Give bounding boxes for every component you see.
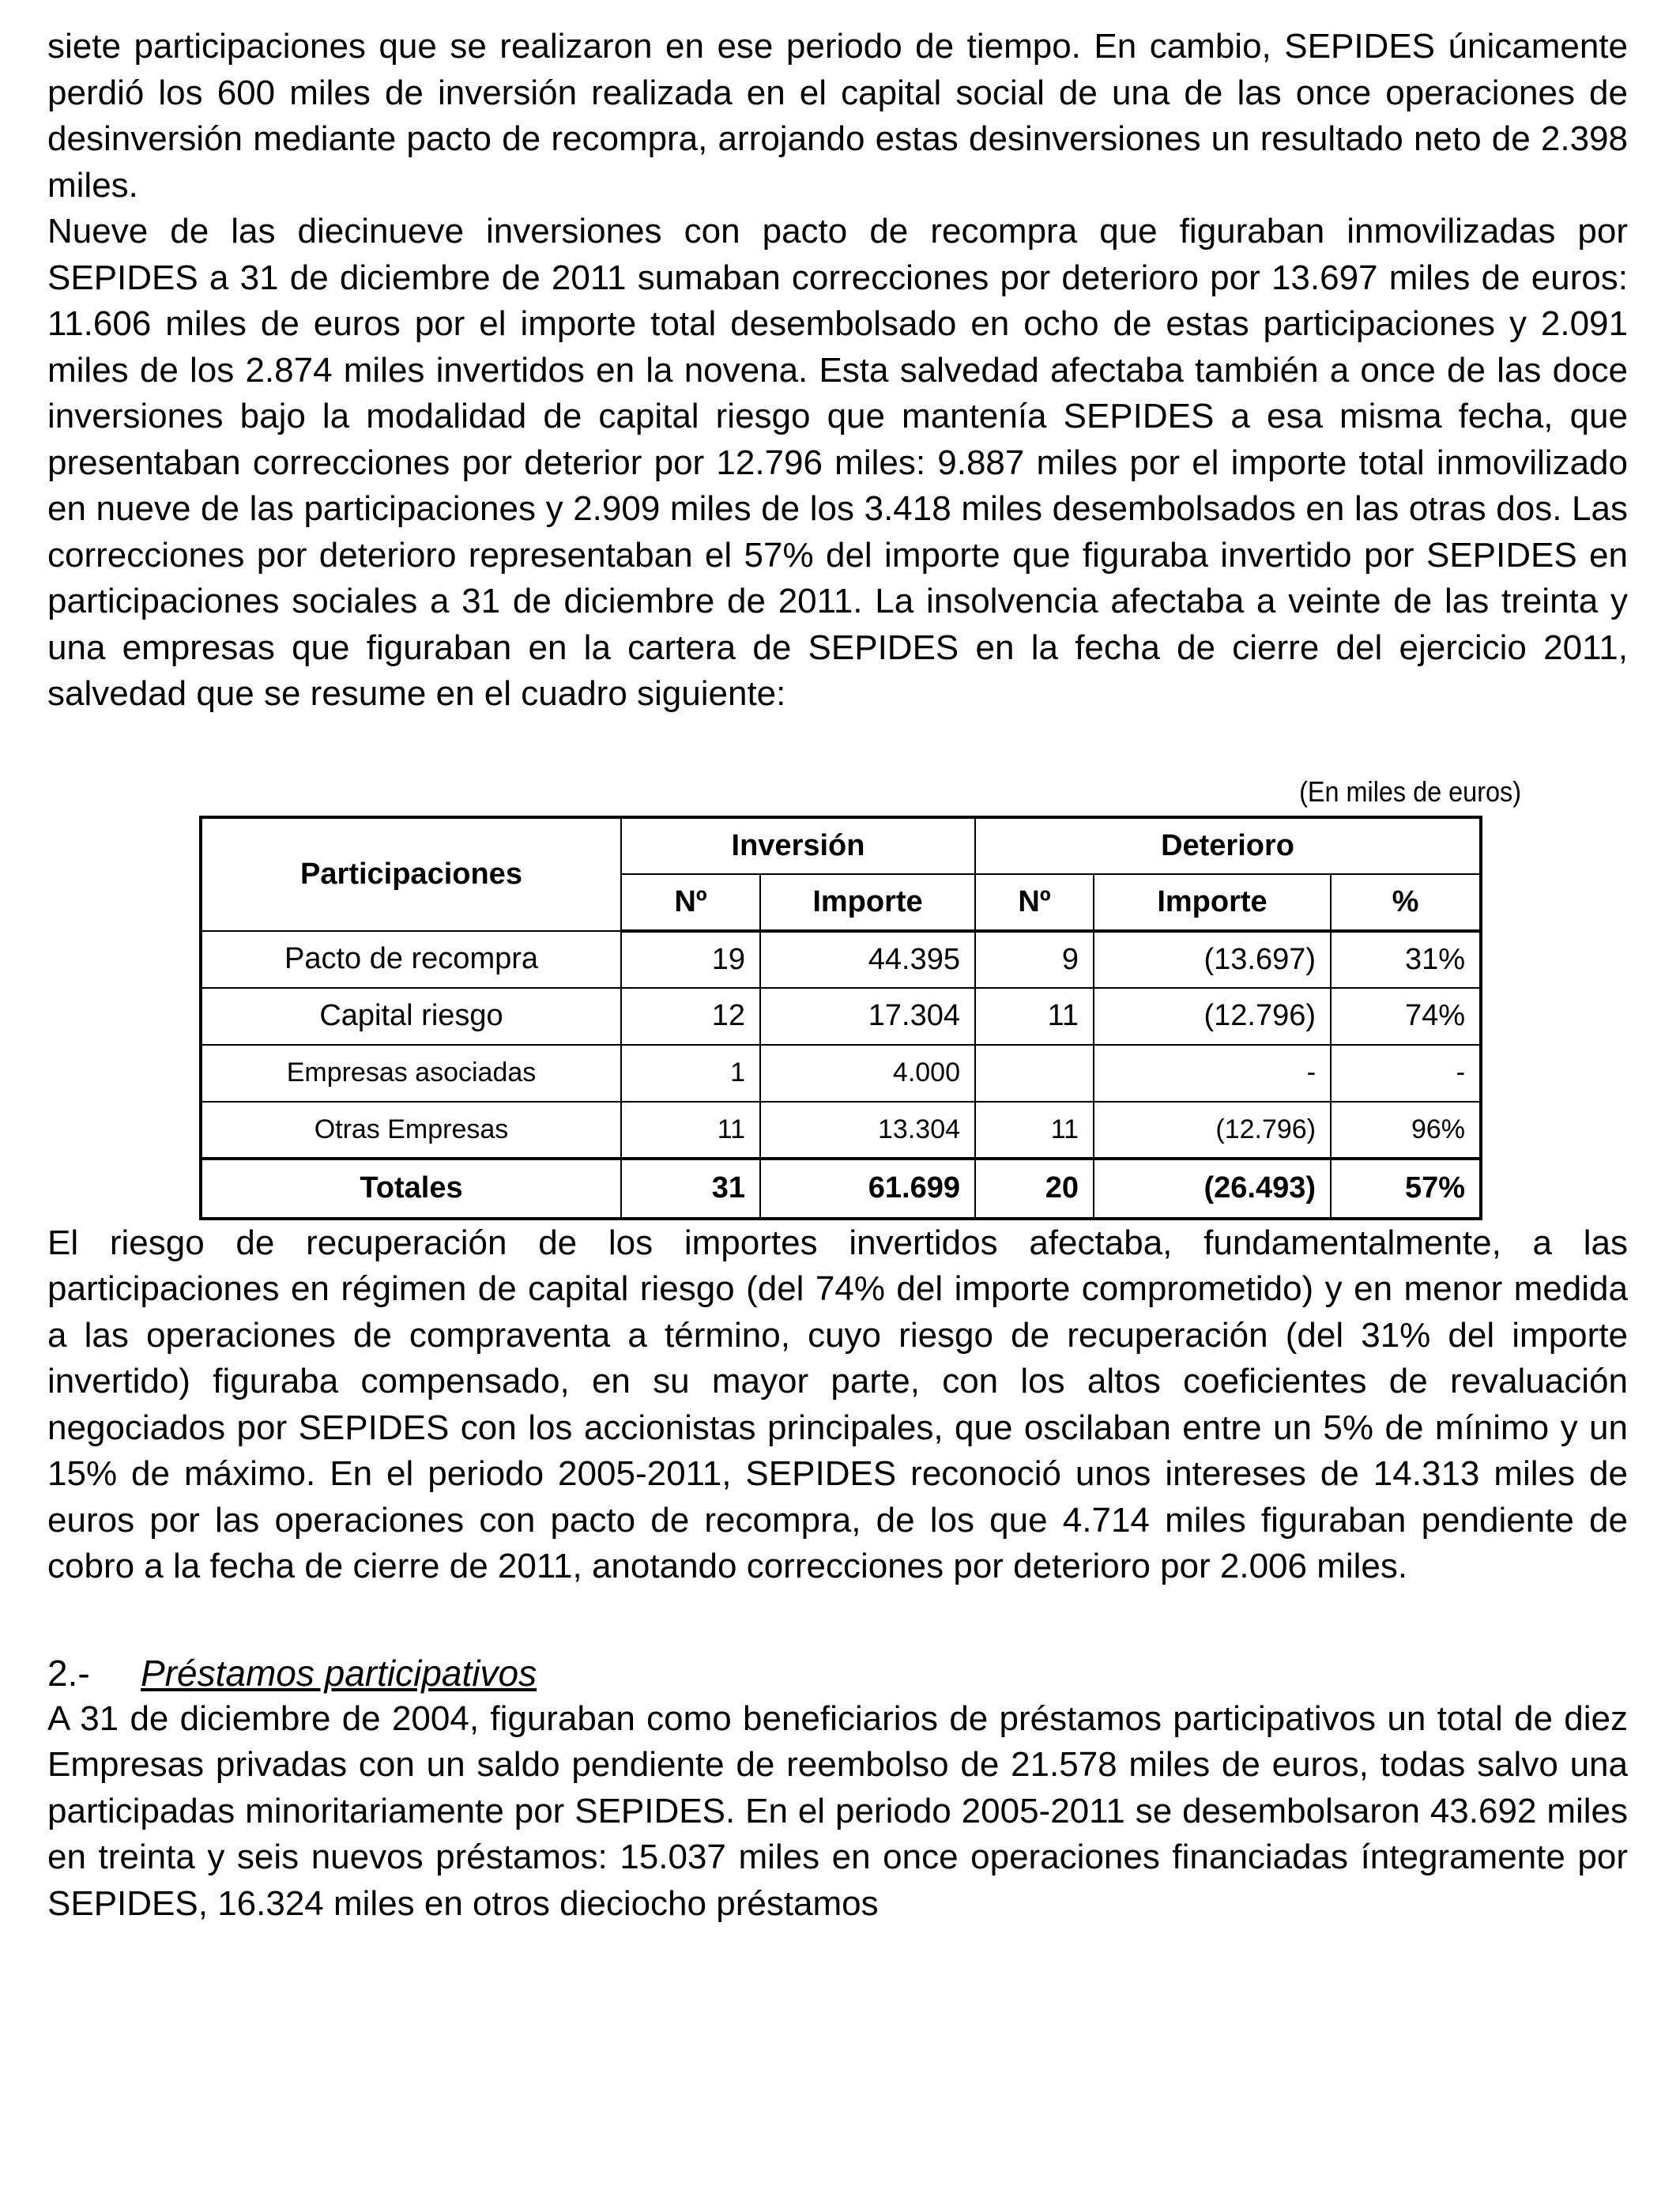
total-deterioro-importe: (26.493) <box>1094 1159 1331 1219</box>
table-row <box>201 988 1481 1045</box>
row-inversion-n: 12 <box>621 988 760 1045</box>
table-total-row <box>201 1159 1481 1219</box>
row-inversion-importe: 44.395 <box>760 931 975 988</box>
table-row <box>201 1045 1481 1102</box>
row-deterioro-n: 11 <box>975 1102 1094 1159</box>
row-name: Pacto de recompra <box>201 931 621 988</box>
row-inversion-n: 11 <box>621 1102 760 1159</box>
row-inversion-n: 1 <box>621 1045 760 1102</box>
row-inversion-n: 19 <box>621 931 760 988</box>
row-inversion-importe: 17.304 <box>760 988 975 1045</box>
table-unit-note: (En miles de euros) <box>1299 775 1521 808</box>
row-name: Capital riesgo <box>201 988 621 1045</box>
total-inversion-importe: 61.699 <box>760 1159 975 1219</box>
row-inversion-importe: 13.304 <box>760 1102 975 1159</box>
header-deterioro-n: Nº <box>975 874 1094 931</box>
row-deterioro-pct: 96% <box>1331 1102 1481 1159</box>
row-deterioro-importe: - <box>1094 1045 1331 1102</box>
row-deterioro-n <box>975 1045 1094 1102</box>
section-number: 2.- <box>47 1652 90 1694</box>
header-inversion: Inversión <box>621 817 975 874</box>
header-deterioro-importe: Importe <box>1094 874 1331 931</box>
row-deterioro-importe: (12.796) <box>1094 988 1331 1045</box>
row-deterioro-pct: - <box>1331 1045 1481 1102</box>
total-deterioro-n: 20 <box>975 1159 1094 1219</box>
header-inversion-importe: Importe <box>760 874 975 931</box>
section-title: Préstamos participativos <box>141 1652 537 1694</box>
document-page <box>47 24 1628 1927</box>
paragraph-4: A 31 de diciembre de 2004, figuraban como beneficiarios de préstamos participativos un total de diez Empresas privadas con un saldo pendiente de reembolso de 21.578 miles de euros, todas salvo una participadas minoritariamente por SEPIDES. En el periodo 2005-2011 se desembolsaron 43.692 miles en treinta y seis nuevos préstamos: 15.037 miles en once operaciones financiadas íntegramente por SEPIDES, 16.324 miles en otros dieciocho préstamos <box>47 1698 1628 1923</box>
paragraph-3: El riesgo de recuperación de los importes invertidos afectaba, fundamentalmente, a las participaciones en régimen de capital riesgo (del 74% del importe comprometido) y en menor medida a las operaciones de compraventa a término, cuyo riesgo de recuperación (del 31% del importe invertido) figuraba compensado, en su mayor parte, con los altos coeficientes de revaluación negociados por SEPIDES con los accionistas principales, que oscilaban entre un 5% de mínimo y un 15% de máximo. En el periodo 2005-2011, SEPIDES reconoció unos intereses de 14.313 miles de euros por las operaciones con pacto de recompra, de los que 4.714 miles figuraban pendiente de cobro a la fecha de cierre de 2011, anotando correcciones por deterioro por 2.006 miles. <box>47 1223 1628 1585</box>
row-inversion-importe: 4.000 <box>760 1045 975 1102</box>
row-name: Empresas asociadas <box>201 1045 621 1102</box>
row-deterioro-n: 9 <box>975 931 1094 988</box>
row-deterioro-pct: 31% <box>1331 931 1481 988</box>
row-deterioro-importe: (12.796) <box>1094 1102 1331 1159</box>
participaciones-table-wrapper <box>199 816 1479 1220</box>
row-deterioro-n: 11 <box>975 988 1094 1045</box>
total-name: Totales <box>201 1159 621 1219</box>
header-deterioro: Deterioro <box>975 817 1481 874</box>
paragraph-1: siete participaciones que se realizaron en ese periodo de tiempo. En cambio, SEPIDES únicamente perdió los 600 miles de inversión realizada en el capital social de una de las once operaciones de desinversión mediante pacto de recompra, arrojando estas desinversiones un resultado neto de 2.398 miles. <box>47 27 1628 205</box>
row-name: Otras Empresas <box>201 1102 621 1159</box>
header-inversion-n: Nº <box>621 874 760 931</box>
paragraph-2: Nueve de las diecinueve inversiones con pacto de recompra que figuraban inmovilizadas por SEPIDES a 31 de diciembre de 2011 sumaban correcciones por deterioro por 13.697 miles de euros: 11.606 miles de euros por el importe total desembolsado en ocho de estas participaciones y 2.091 miles de los 2.874 miles invertidos en la novena. Esta salvedad afectaba también a once de las doce inversiones bajo la modalidad de capital riesgo que mantenía SEPIDES a esa misma fecha, que presentaban correcciones por deterior por 12.796 miles: 9.887 miles por el importe total inmovilizado en nueve de las participaciones y 2.909 miles de los 3.418 miles desembolsados en las otras dos. Las correcciones por deterioro representaban el 57% del importe que figuraba invertido por SEPIDES en participaciones sociales a 31 de diciembre de 2011. La insolvencia afectaba a veinte de las treinta y una empresas que figuraban en la cartera de SEPIDES en la fecha de cierre del ejercicio 2011, salvedad que se resume en el cuadro siguiente: <box>47 212 1628 713</box>
row-deterioro-pct: 74% <box>1331 988 1481 1045</box>
header-deterioro-pct: % <box>1331 874 1481 931</box>
row-deterioro-importe: (13.697) <box>1094 931 1331 988</box>
table-header-row-1 <box>201 817 1481 874</box>
header-participaciones: Participaciones <box>201 817 621 931</box>
table-row <box>201 1102 1481 1159</box>
section-heading <box>47 1650 1628 1696</box>
table-row <box>201 931 1481 988</box>
participaciones-table <box>199 816 1482 1220</box>
total-inversion-n: 31 <box>621 1159 760 1219</box>
total-deterioro-pct: 57% <box>1331 1159 1481 1219</box>
